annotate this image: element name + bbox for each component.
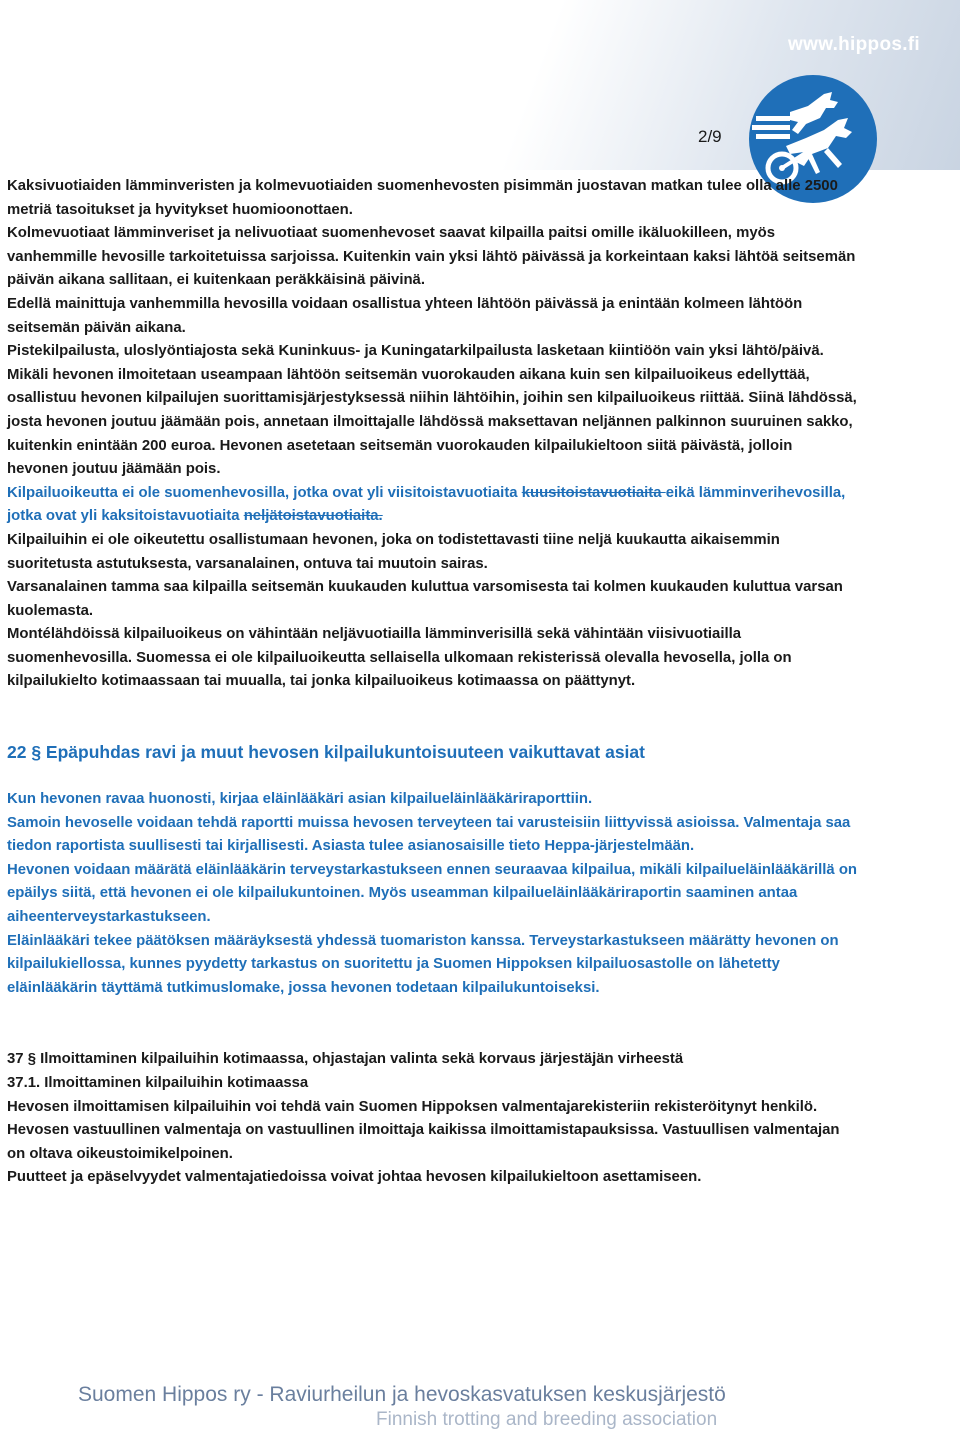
- paragraph: Kilpailuihin ei ole oikeutettu osallistumaan hevonen, joka on todistettavasti tiine neljä kuukautta aikaisemmin suoritetusta astutuksesta, varsanalainen, ontuva tai muutoin sairas.: [7, 531, 780, 572]
- site-url[interactable]: www.hippos.fi: [788, 34, 920, 55]
- paragraph: Kolmevuotiaat lämminveriset ja nelivuotiaat suomenhevoset saavat kilpailla paitsi omille ikäluokilleen, myös vanhemmille hevosille tarkoitetuissa sarjoissa. Kuitenkin vain yksi lähtö päivässä ja korkeintaan kaksi lähtöä seitsemän päivän aikana sallitaan, ei kuitenkaan peräkkäisinä päivinä.: [7, 225, 856, 289]
- deleted-text: kuusitoistavuotiaita: [521, 484, 666, 501]
- paragraph: Hevonen voidaan määrätä eläinlääkärin terveystarkastukseen ennen seuraavaa kilpailua, mikäli kilpailueläinlääkärillä on epäilys siitä, että hevonen ei ole kilpailukuntoinen. Myös useamman kilpailueläinlääkäriraportin saaminen antaa aiheenterveystarkastukseen.: [7, 861, 858, 926]
- footer-organization: Suomen Hippos ry - Raviurheilun ja hevoskasvatuksen keskusjärjestö: [78, 1383, 726, 1406]
- page-number: 2/9: [698, 127, 722, 146]
- document-body: [7, 175, 857, 1190]
- subsection-heading: 37.1. Ilmoittaminen kilpailuihin kotimaassa: [7, 1075, 309, 1091]
- footer-organization-english: Finnish trotting and breeding association: [376, 1409, 718, 1430]
- paragraph: Montélähdöissä kilpailuoikeus on vähintään neljävuotiailla lämminverisillä sekä vähintään viisivuotiailla suomenhevosilla. Suomessa ei ole kilpailuoikeutta sellaisella ulkomaan rekisterissä olevalla hevosella, jolla on kilpailukielto kotimaassaan tai muualla, tai jonka kilpailuoikeus kotimaassa on päättynyt.: [7, 626, 792, 690]
- paragraph: Eläinlääkäri tekee päätöksen määräyksestä yhdessä tuomariston kanssa. Terveystarkastukseen määrätty hevonen on kilpailukiellossa, kunnes pyydetty tarkastus on suoritettu ja Suomen Hippoksen kilpailuosastolle on lähetetty eläinlääkärin täyttämä tutkimuslomake, jossa hevonen todetaan kilpailukuntoiseksi.: [7, 932, 839, 996]
- section-heading: 37 § Ilmoittaminen kilpailuihin kotimaassa, ohjastajan valinta sekä korvaus järjestäjän virheestä: [7, 1051, 684, 1068]
- deleted-text: neljätoistavuotiaita.: [243, 508, 383, 525]
- paragraph: Puutteet ja epäselvyydet valmentajatiedoissa voivat johtaa hevosen kilpailukieltoon asettamiseen.: [7, 1169, 702, 1186]
- paragraph: Mikäli hevonen ilmoitetaan useampaan lähtöön seitsemän vuorokauden aikana kuin sen kilpailuoikeus edellyttää, osallistuu hevonen kilpailujen suorittamisjärjestyksessä niihin lähtöihin, joihin sen kilpailuoikeus riittää. Siinä lähdössä, josta hevonen joutuu jäämään pois, annetaan ilmoittajalle lähdössä maksettavan neljännen palkinnon suuruinen sakko, kuitenkin enintään 200 euroa. Hevonen asetetaan seitsemän vuorokauden kilpailukieltoon siitä päivästä, jolloin hevonen joutuu jäämään pois.: [7, 366, 857, 478]
- section-heading: 22 § Epäpuhdas ravi ja muut hevosen kilpailukuntoisuuteen vaikuttavat asiat: [7, 742, 645, 763]
- paragraph: Varsanalainen tamma saa kilpailla seitsemän kuukauden kuluttua varsomisesta tai kolmen kuukauden kuluttua varsan kuolemasta.: [7, 579, 843, 619]
- paragraph: Hevosen ilmoittamisen kilpailuihin voi tehdä vain Suomen Hippoksen valmentajarekisteriin rekisteröitynyt henkilö. Hevosen vastuullinen valmentaja on vastuullinen ilmoittaja kaikissa ilmoittamistapauksissa. Vastuullisen valmentajan on oltava oikeustoimikelpoinen.: [7, 1098, 840, 1162]
- paragraph: Pistekilpailusta, uloslyöntiajosta sekä Kuninkuus- ja Kuningatarkilpailusta lasketaan kiintiöön vain yksi lähtö/päivä.: [7, 343, 824, 360]
- text-span: eikä lämminverihevosilla, jotka ovat yli kaksitoistavuotiaita: [7, 484, 846, 525]
- paragraph: Edellä mainittuja vanhemmilla hevosilla voidaan osallistua yhteen lähtöön päivässä ja enintään kolmeen lähtöön seitsemän päivän aikana.: [7, 295, 803, 336]
- paragraph: Kun hevonen ravaa huonosti, kirjaa eläinlääkäri asian kilpailueläinlääkäriraporttiin.: [7, 791, 593, 808]
- paragraph: Samoin hevoselle voidaan tehdä raportti muissa hevosen terveyteen tai varusteisiin liittyvissä asioissa. Valmentaja saa tiedon raportista suullisesti tai kirjallisesti. Asiasta tulee asianosaisille tieto Heppa-järjestelmään.: [7, 814, 851, 855]
- paragraph: Kaksivuotiaiden lämminveristen ja kolmevuotiaiden suomenhevosten pisimmän juostavan matkan tulee olla alle 2500 metriä tasoitukset ja hyvitykset huomioonottaen.: [7, 178, 838, 218]
- age-limit-paragraph: [7, 482, 857, 529]
- text-span: Kilpailuoikeutta ei ole suomenhevosilla, jotka ovat yli viisitoistavuotiaita: [7, 484, 522, 501]
